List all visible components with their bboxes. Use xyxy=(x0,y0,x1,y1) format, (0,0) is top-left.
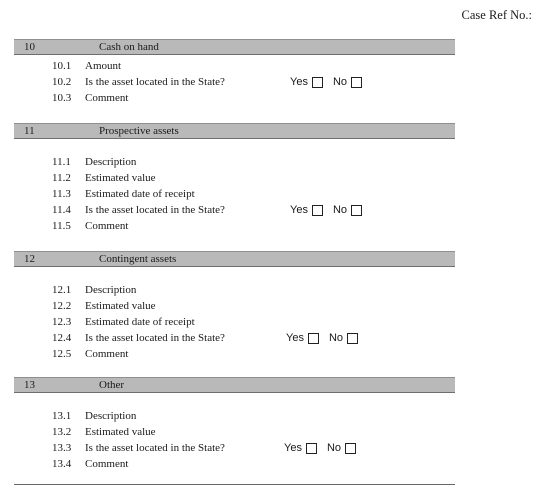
yes-label: Yes xyxy=(290,76,308,89)
item-number: 11.5 xyxy=(52,220,71,232)
list-item xyxy=(0,218,540,234)
yes-no-choice xyxy=(284,440,356,456)
item-label[interactable]: Description xyxy=(85,410,137,422)
item-label: Is the asset located in the State? xyxy=(85,442,225,454)
case-ref-label: Case Ref No.: xyxy=(461,8,532,22)
list-item xyxy=(0,170,540,186)
yes-label: Yes xyxy=(284,442,302,455)
item-number: 12.2 xyxy=(52,300,72,312)
bottom-divider xyxy=(14,484,455,485)
yes-checkbox[interactable] xyxy=(306,443,317,454)
yes-checkbox[interactable] xyxy=(312,205,323,216)
item-label: Is the asset located in the State? xyxy=(85,204,225,216)
item-number: 13.4 xyxy=(52,458,72,470)
item-number: 10.1 xyxy=(52,60,72,72)
item-label[interactable]: Estimated date of receipt xyxy=(85,316,195,328)
yes-no-choice xyxy=(290,202,362,218)
yes-checkbox[interactable] xyxy=(308,333,319,344)
list-item xyxy=(0,154,540,170)
yes-label: Yes xyxy=(286,332,304,345)
list-item xyxy=(0,186,540,202)
item-label: Is the asset located in the State? xyxy=(85,332,225,344)
no-checkbox[interactable] xyxy=(345,443,356,454)
no-checkbox[interactable] xyxy=(351,205,362,216)
item-label: Is the asset located in the State? xyxy=(85,76,225,88)
item-number: 13.2 xyxy=(52,426,72,438)
list-item xyxy=(0,90,540,106)
yes-no-choice xyxy=(286,330,358,346)
item-label[interactable]: Estimated value xyxy=(85,172,156,184)
item-label[interactable]: Estimated value xyxy=(85,300,156,312)
no-checkbox[interactable] xyxy=(351,77,362,88)
list-item xyxy=(0,330,540,346)
no-label: No xyxy=(332,204,348,217)
yes-checkbox[interactable] xyxy=(312,77,323,88)
section-title: Contingent assets xyxy=(99,253,177,265)
item-number: 11.4 xyxy=(52,204,71,216)
list-item xyxy=(0,298,540,314)
no-label: No xyxy=(332,76,348,89)
no-label: No xyxy=(328,332,344,345)
item-label[interactable]: Comment xyxy=(85,348,129,360)
yes-label: Yes xyxy=(290,204,308,217)
section-title: Prospective assets xyxy=(99,125,179,137)
section-title: Other xyxy=(99,379,125,391)
item-label[interactable]: Description xyxy=(85,156,137,168)
list-item xyxy=(0,440,540,456)
section-header-13 xyxy=(14,377,455,393)
no-checkbox[interactable] xyxy=(347,333,358,344)
list-item xyxy=(0,456,540,472)
item-number: 12.1 xyxy=(52,284,72,296)
item-number: 12.5 xyxy=(52,348,72,360)
list-item xyxy=(0,202,540,218)
list-item xyxy=(0,282,540,298)
item-label[interactable]: Amount xyxy=(85,60,122,72)
item-number: 10.2 xyxy=(52,76,72,88)
item-label[interactable]: Comment xyxy=(85,220,129,232)
list-item xyxy=(0,58,540,74)
list-item xyxy=(0,424,540,440)
list-item xyxy=(0,408,540,424)
item-number: 12.4 xyxy=(52,332,72,344)
section-number: 13 xyxy=(24,379,35,391)
item-number: 13.1 xyxy=(52,410,72,422)
list-item xyxy=(0,74,540,90)
no-label: No xyxy=(326,442,342,455)
section-title: Cash on hand xyxy=(99,41,159,53)
section-header-10 xyxy=(14,39,455,55)
item-number: 10.3 xyxy=(52,92,72,104)
list-item xyxy=(0,346,540,362)
section-number: 10 xyxy=(24,41,35,53)
list-item xyxy=(0,314,540,330)
item-label[interactable]: Estimated value xyxy=(85,426,156,438)
item-label[interactable]: Comment xyxy=(85,458,129,470)
item-number: 11.2 xyxy=(52,172,71,184)
section-number: 12 xyxy=(24,253,35,265)
item-number: 11.3 xyxy=(52,188,71,200)
yes-no-choice xyxy=(290,74,362,90)
section-number: 11 xyxy=(24,125,35,137)
section-header-11 xyxy=(14,123,455,139)
item-label[interactable]: Description xyxy=(85,284,137,296)
item-label[interactable]: Estimated date of receipt xyxy=(85,188,195,200)
section-header-12 xyxy=(14,251,455,267)
item-number: 11.1 xyxy=(52,156,71,168)
item-label[interactable]: Comment xyxy=(85,92,129,104)
item-number: 12.3 xyxy=(52,316,72,328)
item-number: 13.3 xyxy=(52,442,72,454)
